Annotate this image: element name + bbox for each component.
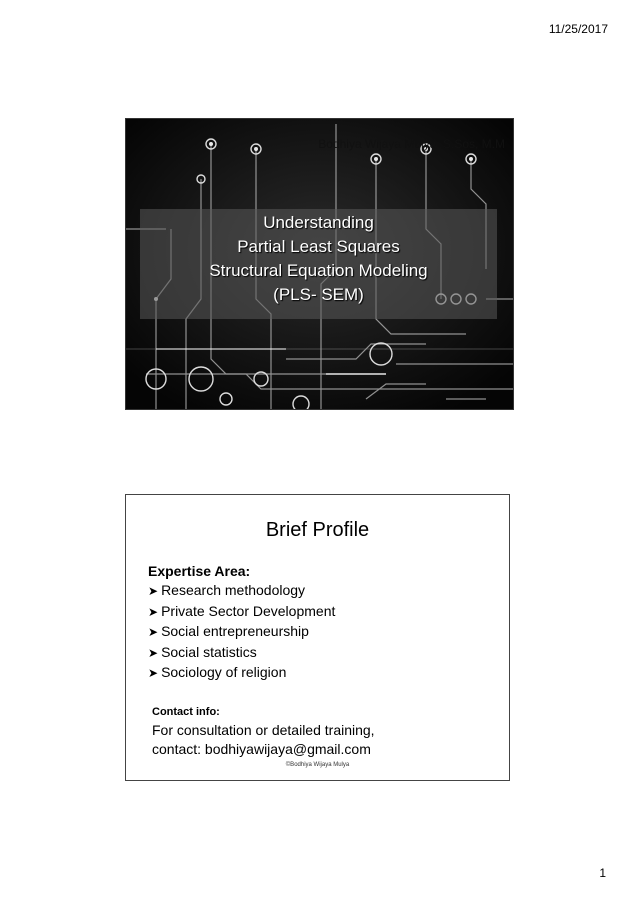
list-item: ➤ Social entrepreneurship bbox=[148, 623, 309, 639]
list-item: ➤ Social statistics bbox=[148, 643, 257, 660]
arrow-bullet-icon: ➤ bbox=[148, 666, 159, 680]
title-line: Structural Equation Modeling bbox=[209, 261, 428, 280]
arrow-bullet-icon: ➤ bbox=[148, 604, 159, 619]
list-item: ➤ Private Sector Development bbox=[148, 602, 336, 619]
contact-line: contact: bodhiyawijaya@gmail.com bbox=[152, 741, 371, 757]
expertise-heading: Expertise Area: bbox=[148, 563, 251, 579]
title-line: (PLS- SEM) bbox=[273, 285, 364, 304]
profile-slide bbox=[125, 494, 510, 781]
expertise-list bbox=[148, 581, 335, 684]
contact-info bbox=[152, 721, 375, 759]
title-line: Partial Least Squares bbox=[237, 237, 400, 256]
arrow-bullet-icon: ➤ bbox=[148, 625, 159, 639]
slide-title bbox=[140, 211, 497, 307]
page-number: 1 bbox=[599, 866, 606, 880]
list-item: ➤ Research methodology bbox=[148, 582, 306, 598]
arrow-bullet-icon: ➤ bbox=[148, 645, 159, 660]
contact-heading: Contact info: bbox=[152, 706, 220, 718]
contact-line: For consultation or detailed training, bbox=[152, 722, 375, 738]
copyright-notice: ©Bodhiya Wijaya Mulya bbox=[285, 762, 350, 768]
arrow-bullet-icon: ➤ bbox=[148, 584, 159, 598]
title-slide bbox=[125, 118, 514, 410]
profile-title: Brief Profile bbox=[265, 519, 370, 541]
author-name: Bodhiya Wijaya Mulya, S.Sos, M.M bbox=[318, 137, 505, 151]
page-date: 11/25/2017 bbox=[548, 22, 608, 36]
list-item: ➤ Sociology of religion bbox=[148, 664, 287, 680]
title-line: Understanding bbox=[263, 213, 374, 232]
